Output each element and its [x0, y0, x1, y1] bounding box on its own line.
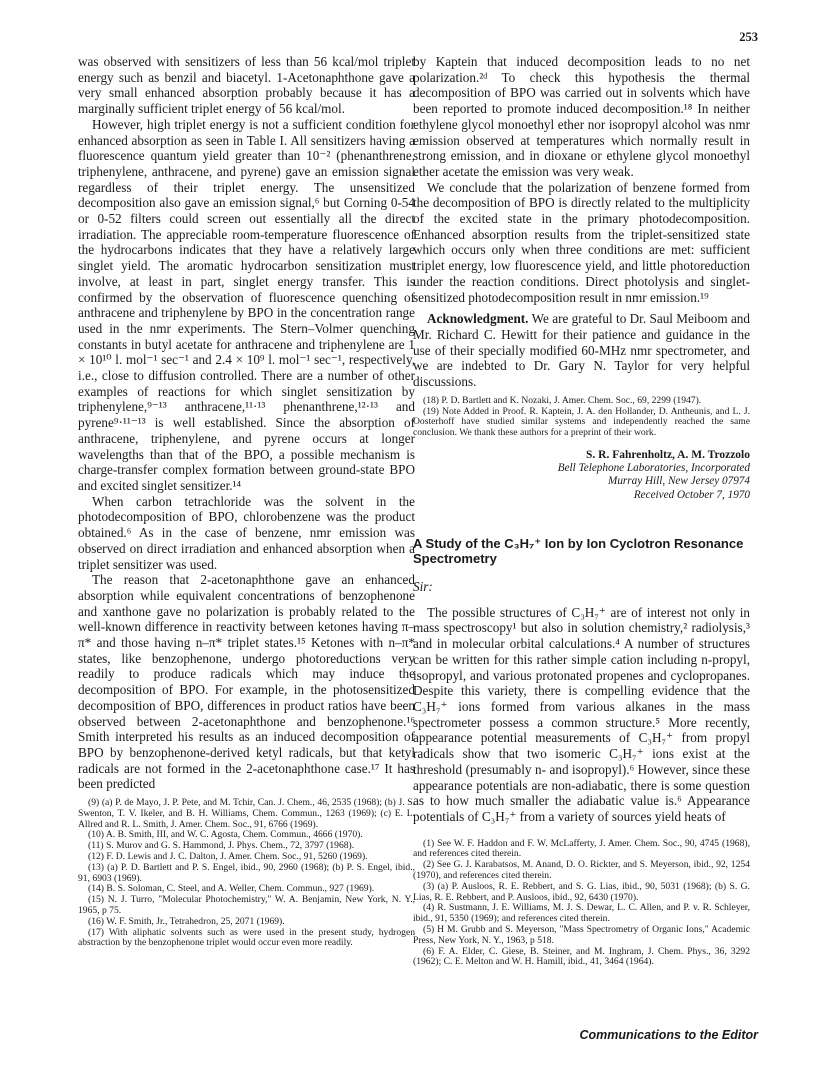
footnote: (4) R. Sustmann, J. E. Williams, M. J. S. Dewar, L. C. Allen, and P. v. R. Schleyer, ibid., 91, 5350 (1969); and references cited therein.	[413, 902, 750, 925]
footnote: (14) B. S. Soloman, C. Steel, and A. Weller, Chem. Commun., 927 (1969).	[88, 883, 375, 895]
acknowledgment-text: We are grateful to Dr. Saul Meiboom and Mr. Richard C. Hewitt for their patience and guidance in the use of their specially modified 60-MHz nmr spectrometer, and we are indebted to Dr. Gary N. Taylor for very helpful discussions.	[413, 311, 750, 390]
left-footnotes	[78, 798, 415, 949]
affiliation: Bell Telephone Laboratories, Incorporated	[557, 462, 750, 475]
footnote: (3) (a) P. Ausloos, R. E. Rebbert, and S. G. Lias, ibid., 90, 5031 (1968); (b) S. G. Lias, R. E. Rebbert, and P. Ausloos, ibid., 92, 6430 (1970).	[413, 880, 750, 903]
acknowledgment-label: Acknowledgment.	[427, 311, 529, 327]
footnote: (19) Note Added in Proof. R. Kaptein, J. A. den Hollander, D. Antheunis, and L. J. Oosterhoff have studied similar systems and independently reached the same conclusion. We thank these authors for a preprint of their work.	[413, 405, 750, 439]
footnote: (12) F. D. Lewis and J. C. Dalton, J. Amer. Chem. Soc., 91, 5260 (1969).	[88, 851, 368, 863]
right-body-text	[413, 54, 750, 390]
received-date: Received October 7, 1970	[633, 488, 750, 501]
footnote: (17) With aliphatic solvents such as were used in the present study, hydrogen abstraction by the benzophenone triplet would occur even more readily.	[78, 926, 415, 949]
footnote: (9) (a) P. de Mayo, J. P. Pete, and M. Tchir, Can. J. Chem., 46, 2535 (1968); (b) J. S. Swenton, T. V. Ikeler, and B. H. Williams, Chem. Commun., 1263 (1969); (c) E. L. Allred and R. L. Smith, J. Amer. Chem. Soc., 91, 6766 (1969).	[78, 797, 415, 830]
right-footnotes	[413, 396, 750, 439]
footnote: (2) See G. J. Karabatsos, M. Anand, D. O. Rickter, and S. Meyerson, ibid., 92, 1254 (1970), and references cited therein.	[413, 859, 750, 881]
page-footer: Communications to the Editor	[579, 1028, 758, 1042]
footnote: (15) N. J. Turro, "Molecular Photochemistry," W. A. Benjamin, New York, N. Y., 1965, p 75.	[78, 894, 415, 917]
left-body-text	[78, 54, 415, 792]
paragraph: The reason that 2-acetonaphthone gave an enhanced absorption while equivalent concentrations of benzophenone and xanthone gave no polarization is probably related to the well-known difference in reactivity between ketones having π–π* and those having n–π* triplet states.¹⁵ Ketones with n–π* states, like benzophenone, undergo photoreductions very readily to produce radicals which may induce the decomposition of BPO. For example, in the photosensitized decomposition of BPO, differences in product ratios have been observed between 2-acetonaphthone and benzophenone.¹⁶ Smith interpreted his results as an induced decomposition of BPO by benzophenone-derived ketyl radicals, but that ketyl radicals are not formed in the 2-acetonaphthone case.¹⁷ It has been predicted	[78, 572, 415, 792]
footnote: (16) W. F. Smith, Jr., Tetrahedron, 25, 2071 (1969).	[88, 915, 285, 927]
footnote: (18) P. D. Bartlett and K. Nozaki, J. Amer. Chem. Soc., 69, 2299 (1947).	[423, 394, 702, 406]
salutation: Sir:	[413, 578, 433, 594]
footnote: (13) (a) P. D. Bartlett and P. S. Engel, ibid., 90, 2960 (1968); (b) P. S. Engel, ibid., 91, 6903 (1969).	[78, 861, 415, 884]
footnote: (6) F. A. Elder, C. Giese, B. Steiner, and M. Inghram, J. Chem. Phys., 36, 3292 (1962); C. E. Melton and W. H. Hamill, ibid., 41, 3464 (1964).	[413, 945, 750, 968]
acknowledgment	[413, 311, 750, 390]
paragraph: When carbon tetrachloride was the solvent in the photodecomposition of BPO, chlorobenzene was the product obtained.⁶ As in the case of benzene, nmr emission was observed on direct irradiation and enhanced absorption when a triplet sensitizer was used.	[78, 493, 415, 572]
author-names: S. R. Fahrenholtz, A. M. Trozzolo	[586, 448, 750, 461]
paragraph: We conclude that the polarization of benzene formed from the decomposition of BPO is directly related to the multiplicity of the excited state in the primary photodecomposition. Enhanced absorption results from the triplet-sensitized state which occurs only when three conditions are met: sufficient triplet energy, low fluorescence yield, and little photoreduction under the reaction conditions. Direct photolysis and singlet-sensitized photodecomposition result in nmr emission.¹⁹	[413, 179, 750, 305]
paragraph: The possible structures of C₃H₇⁺ are of interest not only in mass spectroscopy¹ but also in solution chemistry,² radiolysis,³ and in molecular orbital calculations.⁴ A number of structures can be written for this rather simple cation including n-propyl, isopropyl, and various protonated propenes and cyclopropanes. Despite this variety, there is compelling evidence that the C₃H₇⁺ ions formed from various alkanes in the mass spectrometer possess a common structure.⁵ More recently, appearance potential measurements of C₃H₇⁺ from propyl radicals show that two isomeric C₃H₇⁺ ions exist at the threshold (presumably n- and isopropyl).⁶ However, since these appearance potentials are non-adiabatic, there is some question as to how much smaller the adiabatic value is.⁶ Appearance potentials of C₃H₇⁺ from a variety of sources yield heats of	[413, 604, 750, 824]
right-column	[413, 54, 750, 968]
footnote: (10) A. B. Smith, III, and W. C. Agosta, Chem. Commun., 4666 (1970).	[88, 829, 363, 841]
article-footnotes	[413, 839, 750, 969]
left-column	[78, 54, 415, 949]
article-title: A Study of the C₃H₇⁺ Ion by Ion Cyclotron Resonance Spectrometry	[413, 535, 744, 567]
footnote: (5) H M. Grubb and S. Meyerson, "Mass Spectrometry of Organic Ions," Academic Press, New York, N. Y., 1963, p 518.	[413, 923, 750, 946]
paragraph: by Kaptein that induced decomposition leads to no net polarization.²ᵈ To check this hypothesis the thermal decomposition of BPO was carried out in solvents which have been reported to promote induced decomposition.¹⁸ In neither ethylene glycol monoethyl ether nor isopropyl alcohol was nmr emission observed at temperatures which normally result in strong emission, and in dioxane or ethylene glycol monoethyl ether acetate the emission was very weak.	[413, 54, 750, 179]
footnote: (1) See W. F. Haddon and F. W. McLafferty, J. Amer. Chem. Soc., 90, 4745 (1968), and references cited therein.	[413, 837, 750, 860]
footnote: (11) S. Murov and G. S. Hammond, J. Phys. Chem., 72, 3797 (1968).	[88, 840, 355, 852]
paragraph: However, high triplet energy is not a sufficient condition for enhanced absorption as seen in Table I. All sensitizers having a fluorescence quantum yield greater than 10⁻² (phenanthrene, triphenylene, anthracene, and pyrene) gave an emission signal regardless of their triplet energy. The unsensitized decomposition also gave an emission signal,⁶ but Corning 0-54 or 0-52 filters could screen out essentially all the direct irradiation. The appreciable room-temperature fluorescence of the hydrocarbons indicates that they have a relatively large singlet yield. The aromatic hydrocarbon sensitization must involve, at least in part, singlet energy transfer. This is confirmed by the observation of fluorescence quenching of anthracene and triphenylene by BPO in the concentration range used in the nmr experiments. The Stern–Volmer quenching constants in butyl acetate for anthracene and triphenylene are 1 × 10¹⁰ l. mol⁻¹ sec⁻¹ and 2.4 × 10⁹ l. mol⁻¹ sec⁻¹, respectively, i.e., close to diffusion controlled. There are a number of other examples of reactions for which singlet sensitization by triphenylene,⁹⁻¹³ anthracene,¹¹·¹³ phenanthrene,¹²·¹³ and pyrene⁹·¹¹⁻¹³ is well established. Since the absorption of anthracene, triphenylene, and pyrene occurs at longer wavelengths than that of the BPO, a possible mechanism is charge-transfer complex formation between ground-state BPO and excited singlet sensitizer.¹⁴	[78, 116, 415, 493]
page-number: 253	[739, 30, 758, 44]
affiliation-address: Murray Hill, New Jersey 07974	[608, 475, 750, 488]
article-body-text	[413, 605, 750, 825]
paragraph: was observed with sensitizers of less than 56 kcal/mol triplet energy such as benzil and biacetyl. 1-Acetonaphthone gave a very small enhanced absorption probably because it has a marginally sufficient triplet energy of 56 kcal/mol.	[78, 54, 415, 117]
signature-block	[413, 449, 750, 502]
